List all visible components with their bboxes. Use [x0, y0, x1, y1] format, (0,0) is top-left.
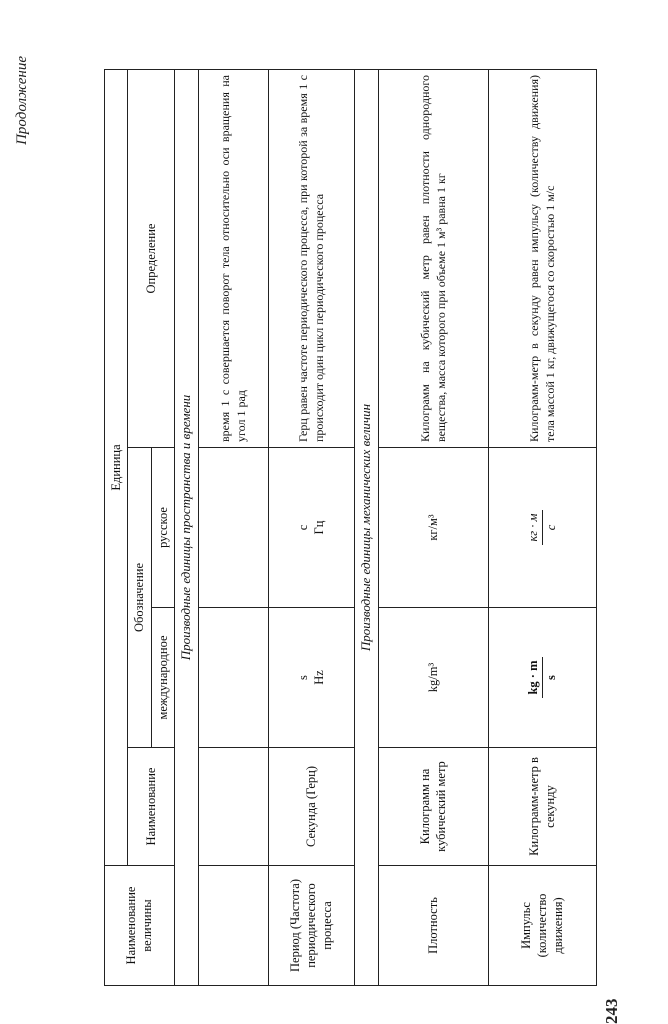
header-quantity-name: Наименование величины — [105, 866, 175, 986]
table-row — [378, 70, 488, 986]
fraction-denominator: s — [543, 675, 558, 680]
table-row — [488, 70, 596, 986]
section-space-time: Производные единицы пространства и времени — [174, 70, 198, 986]
definition-cell: Герц равен частоте периодического процесса, при которой за время 1 с происходит один цикл периодического процесса — [268, 70, 354, 448]
unit-name-cell: Секунда (Герц) — [268, 748, 354, 866]
header-definition: Определение — [128, 70, 175, 448]
definition-cell: время 1 с совершается поворот тела относительно оси вращения на угол 1 рад — [198, 70, 268, 448]
unit-name-cell: Килограмм-метр в секунду — [488, 748, 596, 866]
quantity-cell: Импульс (количество движения) — [488, 866, 596, 986]
quantity-cell — [198, 866, 268, 986]
russian-cell: кг/м³ — [378, 448, 488, 608]
intl-fraction — [525, 657, 559, 697]
quantity-cell: Плотность — [378, 866, 488, 986]
unit-name-cell — [198, 748, 268, 866]
fraction-numerator: kg · m — [525, 657, 542, 697]
intl-symbol: Hz — [312, 670, 327, 685]
intl-cell — [198, 608, 268, 748]
header-unit-name: Наименование — [128, 748, 175, 866]
definition-cell: Килограмм на кубический метр равен плотности однородного вещества, масса которого при объеме 1 м³ равна 1 кг — [378, 70, 488, 448]
russian-cell — [488, 448, 596, 608]
definition-cell: Килограмм-метр в секунду равен импульсу (количеству движения) тела массой 1 кг, движущегося со скоростью 1 м/с — [488, 70, 596, 448]
units-table — [104, 69, 597, 986]
russian-symbol: Гц — [312, 520, 327, 535]
header-designation: Обозначение — [128, 448, 151, 748]
intl-cell — [488, 608, 596, 748]
header-unit: Единица — [105, 70, 128, 866]
fraction-numerator: кг · м — [525, 510, 542, 544]
header-international: международное — [151, 608, 174, 748]
table-row — [198, 70, 268, 986]
russian-fraction — [525, 510, 559, 544]
russian-cell — [198, 448, 268, 608]
header-russian: русское — [151, 448, 174, 608]
fraction-denominator: с — [543, 524, 558, 531]
table-row — [268, 70, 354, 986]
intl-symbol: s — [295, 675, 310, 680]
russian-symbol: с — [295, 524, 310, 531]
section-row — [174, 70, 198, 986]
section-mechanical: Производные единицы механических величин — [354, 70, 378, 986]
intl-cell — [268, 608, 354, 748]
page-number: 243 — [602, 998, 621, 1024]
intl-cell: kg/m³ — [378, 608, 488, 748]
unit-name-cell: Килограмм на кубический метр — [378, 748, 488, 866]
quantity-cell: Период (Частота) периодического процесса — [268, 866, 354, 986]
section-row — [354, 70, 378, 986]
russian-cell — [268, 448, 354, 608]
continuation-label: Продолжение — [14, 56, 30, 145]
